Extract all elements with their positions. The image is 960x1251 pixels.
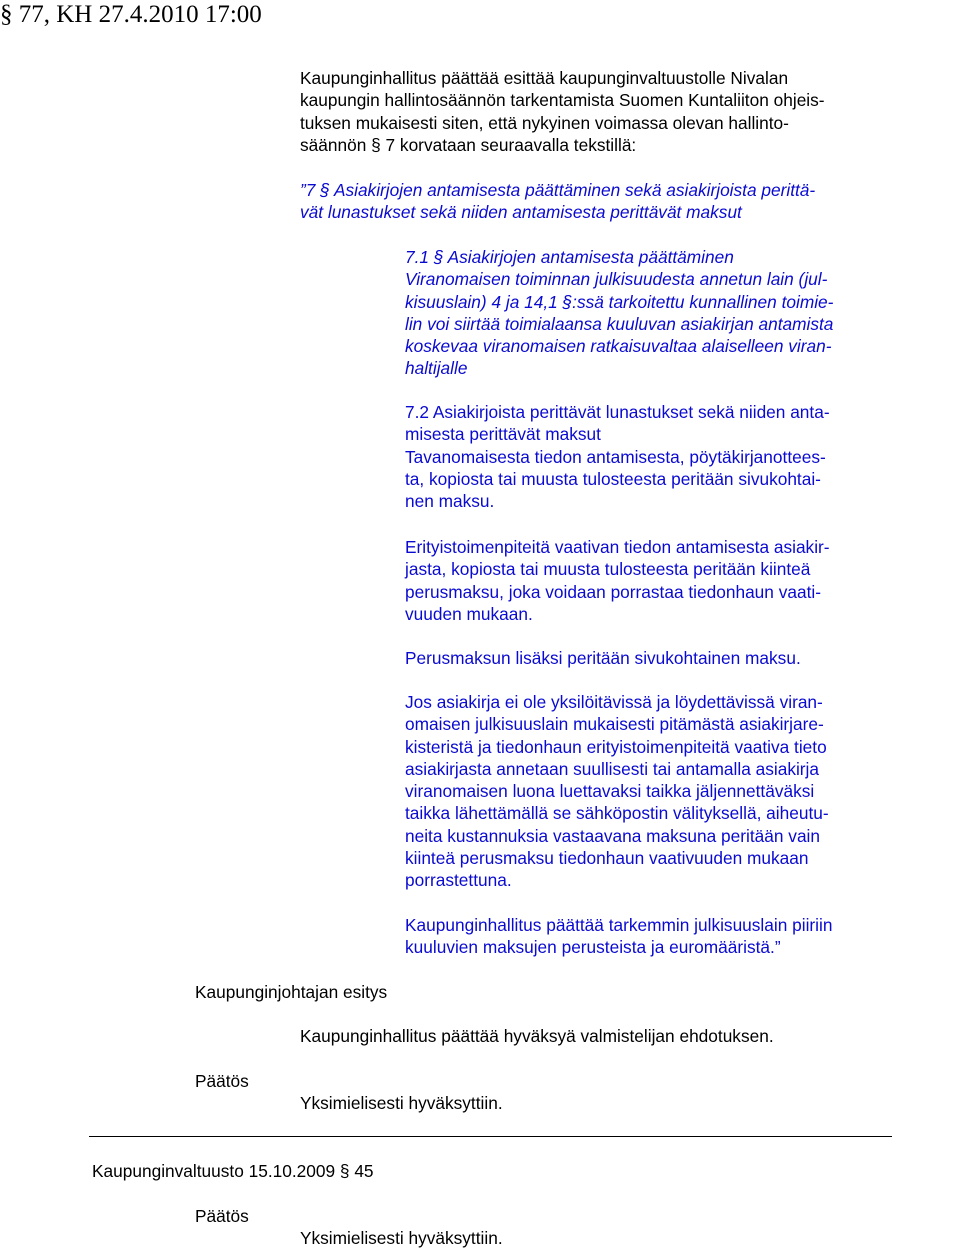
conditional-fee-line: neita kustannuksia vastaavana maksuna peritään vain: [405, 825, 821, 846]
page-header: § 77, KH 27.4.2010 17:00: [0, 1, 262, 28]
base-fee-paragraph: [405, 647, 801, 669]
section-7-2: [405, 401, 830, 512]
section-7-1-line: haltijalle: [405, 358, 468, 379]
conditional-fee-line: omaisen julkisuuslain mukaisesti pitämästä asiakirjare-: [405, 714, 824, 735]
quote-heading: [300, 179, 815, 224]
conditional-fee-line: asiakirjasta annetaan suullisesti tai antamalla asiakirja: [405, 758, 820, 779]
council-decision-text: Yksimielisesti hyväksyttiin.: [300, 1228, 503, 1248]
intro-line: säännön § 7 korvataan seuraavalla tekstillä:: [300, 134, 637, 155]
special-fee-line: jasta, kopiosta tai muusta tulosteesta peritään kiinteä: [405, 559, 811, 580]
special-fee-line: perusmaksu, joka voidaan porrastaa tiedonhaun vaati-: [405, 581, 821, 602]
conditional-fee-line: kisteristä ja tiedonhaun erityistoimenpiteitä vaativa tieto: [405, 736, 827, 757]
decision-label: Päätös: [195, 1071, 249, 1091]
section-7-1-line: 7.1 § Asiakirjojen antamisesta päättäminen: [405, 247, 734, 267]
section-divider: [89, 1136, 892, 1137]
section-7-2-line: 7.2 Asiakirjoista perittävät lunastukset sekä niiden anta-: [405, 402, 830, 422]
section-7-2-line: ta, kopiosta tai muusta tulosteesta peritään sivukohtai-: [405, 468, 821, 489]
conditional-fee-paragraph: [405, 691, 829, 892]
section-7-1-line: kisuuslain) 4 ja 14,1 §:ssä tarkoitettu kunnallinen toimie-: [405, 291, 834, 312]
council-decision-label: Päätös: [195, 1206, 249, 1226]
council-reference: Kaupunginvaltuusto 15.10.2009 § 45: [92, 1161, 374, 1181]
intro-line: Kaupunginhallitus päättää esittää kaupunginvaltuustolle Nivalan: [300, 68, 789, 88]
section-7-1-line: koskevaa viranomaisen ratkaisuvaltaa alaiselleen viran-: [405, 336, 832, 357]
conditional-fee-line: Jos asiakirja ei ole yksilöitävissä ja löydettävissä viran-: [405, 692, 823, 712]
proposal-text: Kaupunginhallitus päättää hyväksyä valmistelijan ehdotuksen.: [300, 1026, 774, 1046]
conditional-fee-line: porrastettuna.: [405, 870, 512, 891]
intro-paragraph: [300, 67, 825, 156]
section-7-1: [405, 246, 833, 380]
final-paragraph: [405, 914, 832, 959]
section-7-1-line: Viranomaisen toiminnan julkisuudesta annetun lain (jul-: [405, 269, 828, 290]
decision-text: Yksimielisesti hyväksyttiin.: [300, 1093, 503, 1113]
final-line: Kaupunginhallitus päättää tarkemmin julkisuuslain piiriin: [405, 915, 833, 935]
special-fee-line: Erityistoimenpiteitä vaativan tiedon antamisesta asiakir-: [405, 537, 830, 557]
intro-line: kaupungin hallintosäännön tarkentamista Suomen Kuntaliiton ohjeis-: [300, 90, 825, 111]
special-fee-line: vuuden mukaan.: [405, 603, 533, 624]
quote-heading-line: ”7 § Asiakirjojen antamisesta päättäminen sekä asiakirjoista perittä-: [300, 180, 816, 200]
final-line: kuuluvien maksujen perusteista ja euromääristä.”: [405, 937, 781, 958]
section-7-1-line: lin voi siirtää toimialaansa kuuluvan asiakirjan antamista: [405, 313, 834, 334]
conditional-fee-line: viranomaisen luona luettavaksi taikka jäljennettäväksi: [405, 781, 815, 802]
intro-line: tuksen mukaisesti siten, että nykyinen voimassa olevan hallinto-: [300, 112, 789, 133]
base-fee-line: Perusmaksun lisäksi peritään sivukohtainen maksu.: [405, 648, 801, 668]
proposal-label: Kaupunginjohtajan esitys: [195, 982, 388, 1002]
section-7-2-line: Tavanomaisesta tiedon antamisesta, pöytäkirjanottees-: [405, 446, 826, 467]
quote-heading-line: vät lunastukset sekä niiden antamisesta perittävät maksut: [300, 202, 742, 223]
conditional-fee-line: taikka lähettämällä se sähköpostin välityksellä, aiheutu-: [405, 803, 829, 824]
conditional-fee-line: kiinteä perusmaksu tiedonhaun vaativuuden mukaan: [405, 848, 809, 869]
special-fee-paragraph: [405, 536, 830, 625]
section-7-2-line: misesta perittävät maksut: [405, 424, 601, 445]
section-7-2-line: nen maksu.: [405, 491, 495, 512]
